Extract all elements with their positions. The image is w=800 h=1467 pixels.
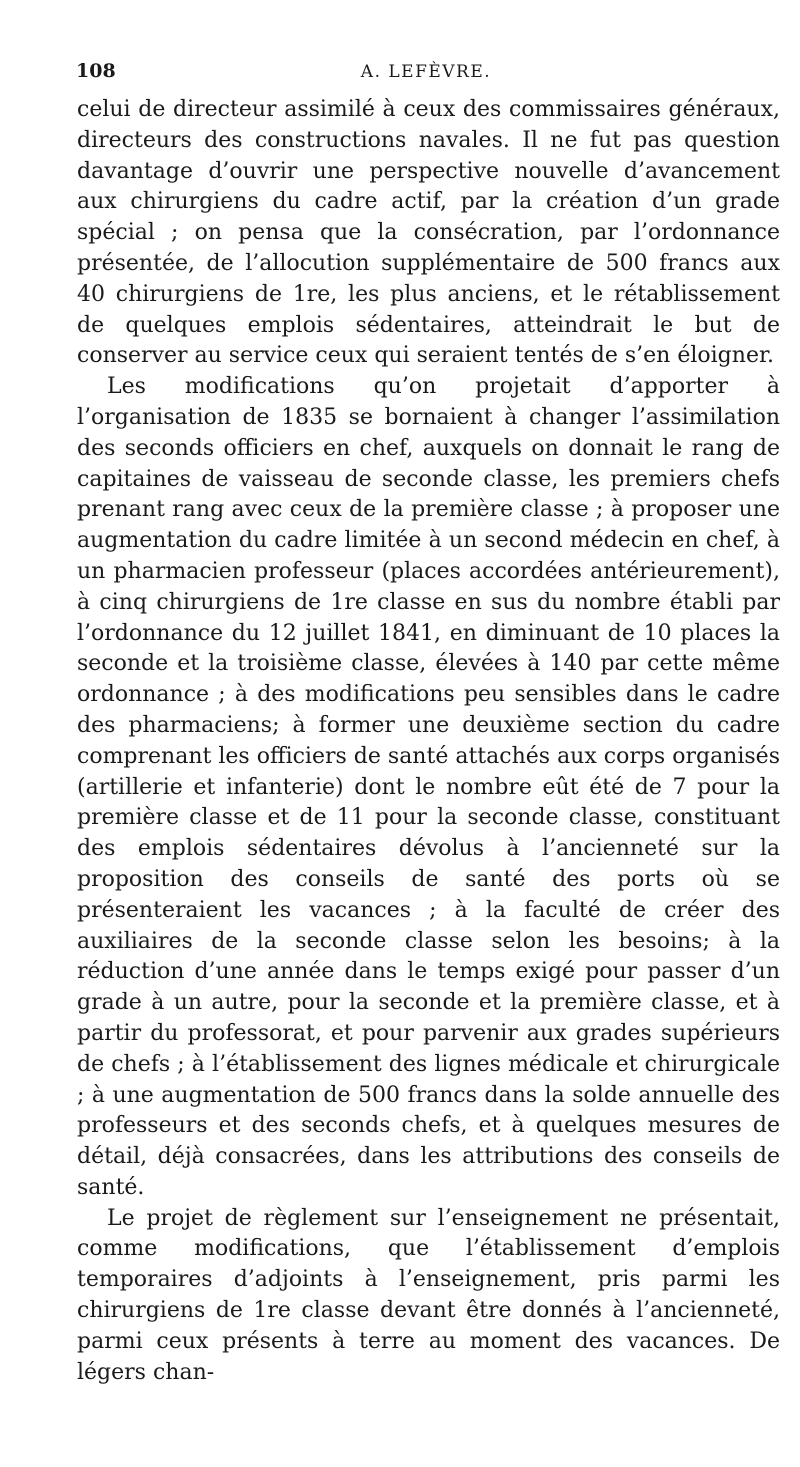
paragraph-2: Les modifications qu’on projetait d’apporter à l’organisation de 1835 se bornaient à changer l’assimilation des seconds officiers en chef, auxquels on donnait le rang de capitaines de vaisseau de seconde classe, les premiers chefs prenant rang avec ceux de la première classe ; à proposer une augmentation du cadre limitée à un second médecin en chef, à un pharmacien professeur (places accordées antérieurement), à cinq chirurgiens de 1re classe en sus du nombre établi par l’ordonnance du 12 juillet 1841, en diminuant de 10 places la seconde et la troisième classe, élevées à 140 par cette même ordonnance ; à des modifications peu sensibles dans le cadre des pharmaciens; à former une deuxième section du cadre comprenant les officiers de santé attachés aux corps organisés (artillerie et infanterie) dont le nombre eût été de 7 pour la première classe et de 11 pour la seconde classe, constituant des emplois sédentaires dévolus à l’ancienneté sur la proposition des conseils de santé des ports où se présenteraient les vacances ; à la faculté de créer des auxiliaires de la seconde classe selon les besoins; à la réduction d’une année dans le temps exigé pour passer d’un grade à un autre, pour la seconde et la première classe, et à partir du professorat, et pour parvenir aux grades supérieurs de chefs ; à l’établissement des lignes médicale et chirurgicale ; à une augmentation de 500 francs dans la solde annuelle des professeurs et des seconds chefs, et à quelques mesures de détail, déjà consacrées, dans les attributions des conseils de santé.: [77, 374, 780, 1200]
page-header: [76, 60, 776, 86]
running-head: A. LEFÈVRE.: [360, 62, 492, 82]
page-number: 108: [76, 60, 116, 82]
paragraph-1: celui de directeur assimilé à ceux des commissaires généraux, directeurs des constructions navales. Il ne fut pas question davantage d’ouvrir une perspective nouvelle d’avancement aux chirurgiens du cadre actif, par la création d’un grade spécial ; on pensa que la consécration, par l’ordonnance présentée, de l’allocution supplémentaire de 500 francs aux 40 chirurgiens de 1re, les plus anciens, et le rétablissement de quelques emplois sédentaires, atteindrait le but de conserver au service ceux qui seraient tentés de s’en éloigner.: [77, 97, 780, 369]
paragraph-3: Le projet de règlement sur l’enseignement ne présentait, comme modifications, que l’établissement d’emplois temporaires d’adjoints à l’enseignement, pris parmi les chirurgiens de 1re classe devant être donnés à l’ancienneté, parmi ceux présents à terre au moment des vacances. De légers chan-: [77, 1205, 780, 1385]
body-text: [77, 95, 780, 1388]
